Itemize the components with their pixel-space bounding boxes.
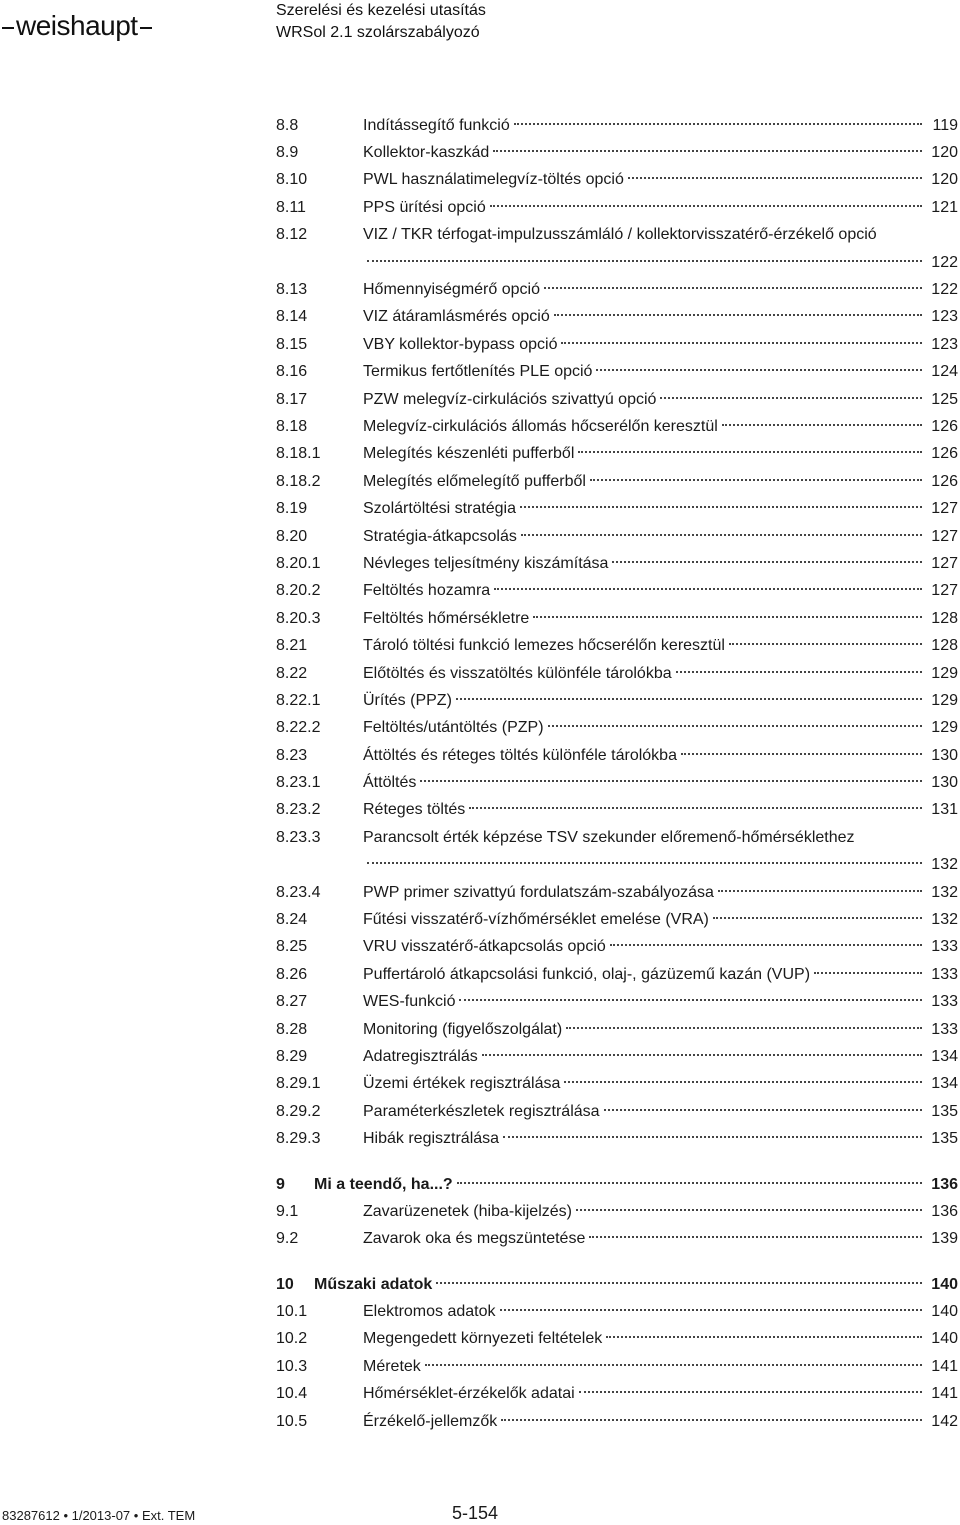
toc-entry[interactable] xyxy=(276,331,958,358)
toc-entry-number: 8.23.4 xyxy=(276,883,321,901)
toc-entry[interactable] xyxy=(276,468,958,495)
toc-entry[interactable] xyxy=(276,1125,958,1152)
toc-leader-dots xyxy=(469,807,922,809)
toc-entry-title: Elektromos adatok xyxy=(363,1303,496,1321)
toc-entry[interactable] xyxy=(276,112,958,139)
toc-entry[interactable] xyxy=(276,769,958,796)
toc-entry[interactable] xyxy=(276,906,958,933)
toc-leader-dots xyxy=(493,150,922,152)
section-spacer xyxy=(276,1253,958,1271)
toc-entry-page: 134 xyxy=(931,1047,958,1065)
toc-leader-dots xyxy=(564,1081,922,1083)
toc-entry-number: 8.16 xyxy=(276,363,308,381)
toc-entry-title: Puffertároló átkapcsolási funkció, olaj-, gázüzemű kazán (VUP) xyxy=(363,965,811,983)
toc-entry-title: Feltöltés/utántöltés (PZP) xyxy=(363,719,544,737)
toc-entry-number: 8.23.3 xyxy=(276,828,321,846)
toc-leader-dots xyxy=(548,725,922,727)
toc-entry-page: 130 xyxy=(931,746,958,764)
toc-entry-title: Zavarüzenetek (hiba-kijelzés) xyxy=(363,1202,572,1220)
toc-entry[interactable] xyxy=(276,523,958,550)
toc-entry-page: 135 xyxy=(931,1102,958,1120)
toc-leader-dots xyxy=(628,177,922,179)
toc-entry-number: 8.15 xyxy=(276,335,308,353)
toc-entry-page: 127 xyxy=(931,582,958,600)
toc-entry-page: 128 xyxy=(931,609,958,627)
toc-entry[interactable] xyxy=(276,1408,958,1435)
toc-entry-title: Réteges töltés xyxy=(363,801,466,819)
toc-entry-number: 8.20 xyxy=(276,527,308,545)
toc-entry-number: 10.5 xyxy=(276,1412,308,1430)
toc-leader-dots xyxy=(660,397,922,399)
toc-entry[interactable] xyxy=(276,797,958,824)
page-footer xyxy=(0,1503,960,1525)
toc-entry-title: Indítássegítő funkció xyxy=(363,116,510,134)
toc-entry[interactable] xyxy=(276,961,958,988)
toc-entry-title: Tároló töltési funkció lemezes hőcserélőn keresztül xyxy=(363,637,725,655)
page-header xyxy=(0,0,960,60)
toc-entry-number: 8.27 xyxy=(276,993,308,1011)
toc-entry-number: 8.14 xyxy=(276,308,308,326)
toc-entry-number: 8.18.2 xyxy=(276,472,321,490)
toc-entry[interactable] xyxy=(276,879,958,906)
toc-entry-title: Termikus fertőtlenítés PLE opció xyxy=(363,363,593,381)
toc-entry[interactable] xyxy=(276,632,958,659)
table-of-contents xyxy=(276,112,958,1435)
toc-entry[interactable] xyxy=(276,249,958,276)
toc-entry[interactable] xyxy=(276,742,958,769)
toc-entry-title: Stratégia-átkapcsolás xyxy=(363,527,517,545)
toc-leader-dots xyxy=(520,506,922,508)
toc-entry[interactable] xyxy=(276,222,958,249)
toc-entry-title: PPS ürítési opció xyxy=(363,198,486,216)
toc-entry-page: 127 xyxy=(931,527,958,545)
toc-entry-page: 122 xyxy=(931,253,958,271)
toc-entry[interactable] xyxy=(276,934,958,961)
toc-entry[interactable] xyxy=(276,1016,958,1043)
toc-leader-dots xyxy=(561,342,922,344)
toc-entry-title: PZW melegvíz-cirkulációs szivattyú opció xyxy=(363,390,657,408)
toc-entry-title: Melegvíz-cirkulációs állomás hőcserélőn keresztül xyxy=(363,417,718,435)
toc-entry-page: 127 xyxy=(931,500,958,518)
toc-entry[interactable] xyxy=(276,194,958,221)
toc-entry-page: 132 xyxy=(931,883,958,901)
toc-entry-title: Hőmérséklet-érzékelők adatai xyxy=(363,1385,575,1403)
toc-entry-number: 8.20.3 xyxy=(276,609,321,627)
toc-entry-page: 120 xyxy=(931,171,958,189)
toc-entry-page: 139 xyxy=(931,1230,958,1248)
toc-leader-dots xyxy=(676,671,922,673)
toc-entry-page: 131 xyxy=(931,801,958,819)
toc-entry-number: 8.29 xyxy=(276,1047,308,1065)
toc-entry-number: 8.23.2 xyxy=(276,801,321,819)
toc-leader-dots xyxy=(490,205,922,207)
toc-entry-page: 129 xyxy=(931,691,958,709)
toc-entry-number: 8.9 xyxy=(276,144,299,162)
toc-entry-title: Monitoring (figyelőszolgálat) xyxy=(363,1020,563,1038)
toc-entry-number: 8.19 xyxy=(276,500,308,518)
toc-entry-number: 8.11 xyxy=(276,198,306,216)
toc-entry-number: 8.21 xyxy=(276,637,308,655)
toc-leader-dots xyxy=(425,1364,922,1366)
toc-entry-title: PWP primer szivattyú fordulatszám-szabályozása xyxy=(363,883,714,901)
toc-entry-number: 8.22.1 xyxy=(276,691,321,709)
toc-entry-number: 8.29.2 xyxy=(276,1102,321,1120)
toc-entry-number: 8.22.2 xyxy=(276,719,321,737)
toc-entry-number: 8.29.3 xyxy=(276,1130,321,1148)
toc-leader-dots xyxy=(681,753,922,755)
toc-entry-number: 8.8 xyxy=(276,116,299,134)
toc-entry-page: 140 xyxy=(931,1275,958,1293)
toc-entry-page: 123 xyxy=(931,308,958,326)
toc-entry-number: 9.1 xyxy=(276,1202,299,1220)
toc-entry-page: 122 xyxy=(931,281,958,299)
toc-leader-dots xyxy=(459,999,922,1001)
toc-entry[interactable] xyxy=(276,1326,958,1353)
toc-entry[interactable] xyxy=(276,989,958,1016)
toc-entry-title: Zavarok oka és megszüntetése xyxy=(363,1230,586,1248)
toc-entry-number: 8.23 xyxy=(276,746,308,764)
document-title-line2: WRSol 2.1 szolárszabályozó xyxy=(276,24,480,41)
toc-entry-page: 119 xyxy=(932,116,958,134)
toc-entry-page: 133 xyxy=(931,938,958,956)
toc-leader-dots xyxy=(494,588,922,590)
toc-entry-number: 8.12 xyxy=(276,226,308,244)
toc-entry[interactable] xyxy=(276,1381,958,1408)
toc-entry-number: 8.22 xyxy=(276,664,308,682)
toc-leader-dots xyxy=(503,1136,922,1138)
toc-entry-page: 127 xyxy=(931,554,958,572)
toc-entry[interactable] xyxy=(276,1226,958,1253)
toc-entry-page: 134 xyxy=(931,1075,958,1093)
toc-entry-title: Mi a teendő, ha...? xyxy=(314,1175,453,1193)
toc-entry-number: 8.10 xyxy=(276,171,308,189)
toc-entry-title: Kollektor-kaszkád xyxy=(363,144,490,162)
toc-entry-title: Hőmennyiségmérő opció xyxy=(363,281,540,299)
toc-entry[interactable] xyxy=(276,1271,958,1298)
toc-entry-number: 10.2 xyxy=(276,1330,308,1348)
toc-entry-number: 8.20.2 xyxy=(276,582,321,600)
toc-entry-title: Ürítés (PPZ) xyxy=(363,691,452,709)
toc-leader-dots xyxy=(729,643,922,645)
toc-entry-page: 133 xyxy=(931,965,958,983)
page-number: 5-154 xyxy=(452,1503,499,1523)
toc-entry[interactable] xyxy=(276,1298,958,1325)
toc-entry-title: PWL használatimelegvíz-töltés opció xyxy=(363,171,624,189)
toc-leader-dots xyxy=(514,123,922,125)
toc-leader-dots xyxy=(578,451,922,453)
toc-leader-dots xyxy=(718,890,922,892)
toc-entry-number: 8.26 xyxy=(276,965,308,983)
toc-entry[interactable] xyxy=(276,687,958,714)
toc-entry-title: Üzemi értékek regisztrálása xyxy=(363,1075,561,1093)
section-spacer xyxy=(276,1153,958,1171)
toc-entry-page: 140 xyxy=(931,1330,958,1348)
toc-entry-page: 141 xyxy=(931,1357,958,1375)
toc-leader-dots xyxy=(367,862,922,864)
toc-entry[interactable] xyxy=(276,1043,958,1070)
toc-leader-dots xyxy=(713,917,922,919)
toc-leader-dots xyxy=(604,1109,922,1111)
toc-entry-title: Adatregisztrálás xyxy=(363,1047,478,1065)
toc-entry-number: 8.24 xyxy=(276,911,308,929)
toc-entry-page: 120 xyxy=(931,144,958,162)
toc-entry[interactable] xyxy=(276,1171,958,1198)
toc-entry[interactable] xyxy=(276,413,958,440)
document-title xyxy=(276,0,486,44)
toc-entry-page: 126 xyxy=(931,472,958,490)
toc-entry-page: 126 xyxy=(931,417,958,435)
toc-entry-page: 126 xyxy=(931,445,958,463)
toc-entry[interactable] xyxy=(276,359,958,386)
toc-leader-dots xyxy=(521,534,922,536)
toc-entry-page: 129 xyxy=(931,719,958,737)
toc-entry[interactable] xyxy=(276,605,958,632)
toc-entry[interactable] xyxy=(276,167,958,194)
toc-entry-title: Fűtési visszatérő-vízhőmérséklet emelése (VRA) xyxy=(363,911,709,929)
toc-entry[interactable] xyxy=(276,578,958,605)
toc-entry-page: 141 xyxy=(931,1385,958,1403)
toc-entry-number: 8.28 xyxy=(276,1020,308,1038)
toc-entry-number: 9.2 xyxy=(276,1230,299,1248)
document-title-line1: Szerelési és kezelési utasítás xyxy=(276,2,486,19)
toc-entry[interactable] xyxy=(276,1198,958,1225)
toc-entry-title: Áttöltés xyxy=(363,774,417,792)
toc-entry-number: 10.4 xyxy=(276,1385,308,1403)
toc-leader-dots xyxy=(722,424,922,426)
toc-leader-dots xyxy=(544,287,922,289)
toc-leader-dots xyxy=(590,479,922,481)
toc-leader-dots xyxy=(596,369,922,371)
toc-entry-page: 132 xyxy=(931,911,958,929)
toc-entry-page: 133 xyxy=(931,993,958,1011)
toc-leader-dots xyxy=(579,1391,922,1393)
toc-leader-dots xyxy=(814,972,922,974)
toc-entry-page: 125 xyxy=(931,390,958,408)
toc-entry[interactable] xyxy=(276,1353,958,1380)
toc-entry-title: Szolártöltési stratégia xyxy=(363,500,516,518)
toc-entry-number: 8.23.1 xyxy=(276,774,321,792)
toc-entry-page: 123 xyxy=(931,335,958,353)
toc-entry-number: 8.25 xyxy=(276,938,308,956)
toc-entry-title: VIZ / TKR térfogat-impulzusszámláló / kollektorvisszatérő-érzékelő opció xyxy=(363,226,877,244)
toc-entry-number: 8.18 xyxy=(276,417,308,435)
toc-entry-title: Műszaki adatok xyxy=(314,1275,433,1293)
toc-entry[interactable] xyxy=(276,1071,958,1098)
toc-entry-number: 10 xyxy=(276,1275,294,1293)
toc-entry-title: Névleges teljesítmény kiszámítása xyxy=(363,554,609,572)
toc-entry-page: 130 xyxy=(931,774,958,792)
toc-leader-dots xyxy=(533,616,922,618)
toc-leader-dots xyxy=(589,1236,922,1238)
toc-entry[interactable] xyxy=(276,495,958,522)
toc-leader-dots xyxy=(612,561,922,563)
toc-entry-title: VRU visszatérő-átkapcsolás opció xyxy=(363,938,606,956)
toc-entry-number: 10.1 xyxy=(276,1303,308,1321)
toc-entry-title: Parancsolt érték képzése TSV szekunder előremenő-hőmérséklethez xyxy=(363,828,855,846)
toc-entry[interactable] xyxy=(276,276,958,303)
toc-entry-number: 8.20.1 xyxy=(276,554,321,572)
toc-leader-dots xyxy=(501,1419,922,1421)
document-code: 83287612 • 1/2013-07 • Ext. TEM xyxy=(2,1508,196,1523)
toc-leader-dots xyxy=(606,1336,922,1338)
toc-entry-title: Hibák regisztrálása xyxy=(363,1130,500,1148)
toc-entry[interactable] xyxy=(276,1098,958,1125)
toc-entry-page: 135 xyxy=(931,1130,958,1148)
toc-entry-title: VBY kollektor-bypass opció xyxy=(363,335,558,353)
toc-entry-title: Megengedett környezeti feltételek xyxy=(363,1330,603,1348)
toc-leader-dots xyxy=(420,780,922,782)
toc-entry-page: 121 xyxy=(931,198,958,216)
toc-entry-title: Melegítés készenléti pufferből xyxy=(363,445,575,463)
toc-leader-dots xyxy=(482,1054,922,1056)
toc-leader-dots xyxy=(500,1309,922,1311)
toc-entry-number: 8.29.1 xyxy=(276,1075,321,1093)
toc-entry-number: 8.13 xyxy=(276,281,308,299)
toc-entry-page: 132 xyxy=(931,856,958,874)
toc-leader-dots xyxy=(576,1209,922,1211)
toc-entry-page: 128 xyxy=(931,637,958,655)
toc-entry[interactable] xyxy=(276,304,958,331)
toc-entry-title: Érzékelő-jellemzők xyxy=(363,1412,498,1430)
toc-entry[interactable] xyxy=(276,852,958,879)
toc-entry-page: 140 xyxy=(931,1303,958,1321)
toc-entry-number: 8.17 xyxy=(276,390,308,408)
toc-entry-title: Melegítés előmelegítő pufferből xyxy=(363,472,586,490)
toc-entry[interactable] xyxy=(276,824,958,851)
toc-entry-page: 136 xyxy=(931,1202,958,1220)
toc-leader-dots xyxy=(367,260,922,262)
toc-leader-dots xyxy=(436,1282,922,1284)
toc-entry-title: Feltöltés hőmérsékletre xyxy=(363,609,530,627)
toc-entry-title: Paraméterkészletek regisztrálása xyxy=(363,1102,600,1120)
toc-leader-dots xyxy=(610,944,922,946)
toc-entry[interactable] xyxy=(276,715,958,742)
toc-entry-page: 124 xyxy=(931,363,958,381)
toc-entry[interactable] xyxy=(276,386,958,413)
toc-entry[interactable] xyxy=(276,550,958,577)
toc-leader-dots xyxy=(566,1027,922,1029)
toc-entry-title: Méretek xyxy=(363,1357,421,1375)
toc-entry-title: Feltöltés hozamra xyxy=(363,582,491,600)
toc-entry-title: Áttöltés és réteges töltés különféle tárolókba xyxy=(363,746,677,764)
weishaupt-logo: weishaupt xyxy=(0,10,154,42)
toc-leader-dots xyxy=(457,1182,922,1184)
toc-entry-title: VIZ átáramlásmérés opció xyxy=(363,308,550,326)
toc-leader-dots xyxy=(554,314,922,316)
toc-entry-title: Előtöltés és visszatöltés különféle tárolókba xyxy=(363,664,672,682)
toc-entry-page: 136 xyxy=(931,1175,958,1193)
toc-entry-number: 9 xyxy=(276,1175,285,1193)
toc-entry[interactable] xyxy=(276,139,958,166)
toc-leader-dots xyxy=(456,698,922,700)
toc-entry[interactable] xyxy=(276,660,958,687)
toc-entry-number: 8.18.1 xyxy=(276,445,321,463)
toc-entry-page: 129 xyxy=(931,664,958,682)
toc-entry[interactable] xyxy=(276,441,958,468)
toc-entry-number: 10.3 xyxy=(276,1357,308,1375)
toc-entry-page: 133 xyxy=(931,1020,958,1038)
toc-entry-page: 142 xyxy=(931,1412,958,1430)
toc-entry-title: WES-funkció xyxy=(363,993,456,1011)
